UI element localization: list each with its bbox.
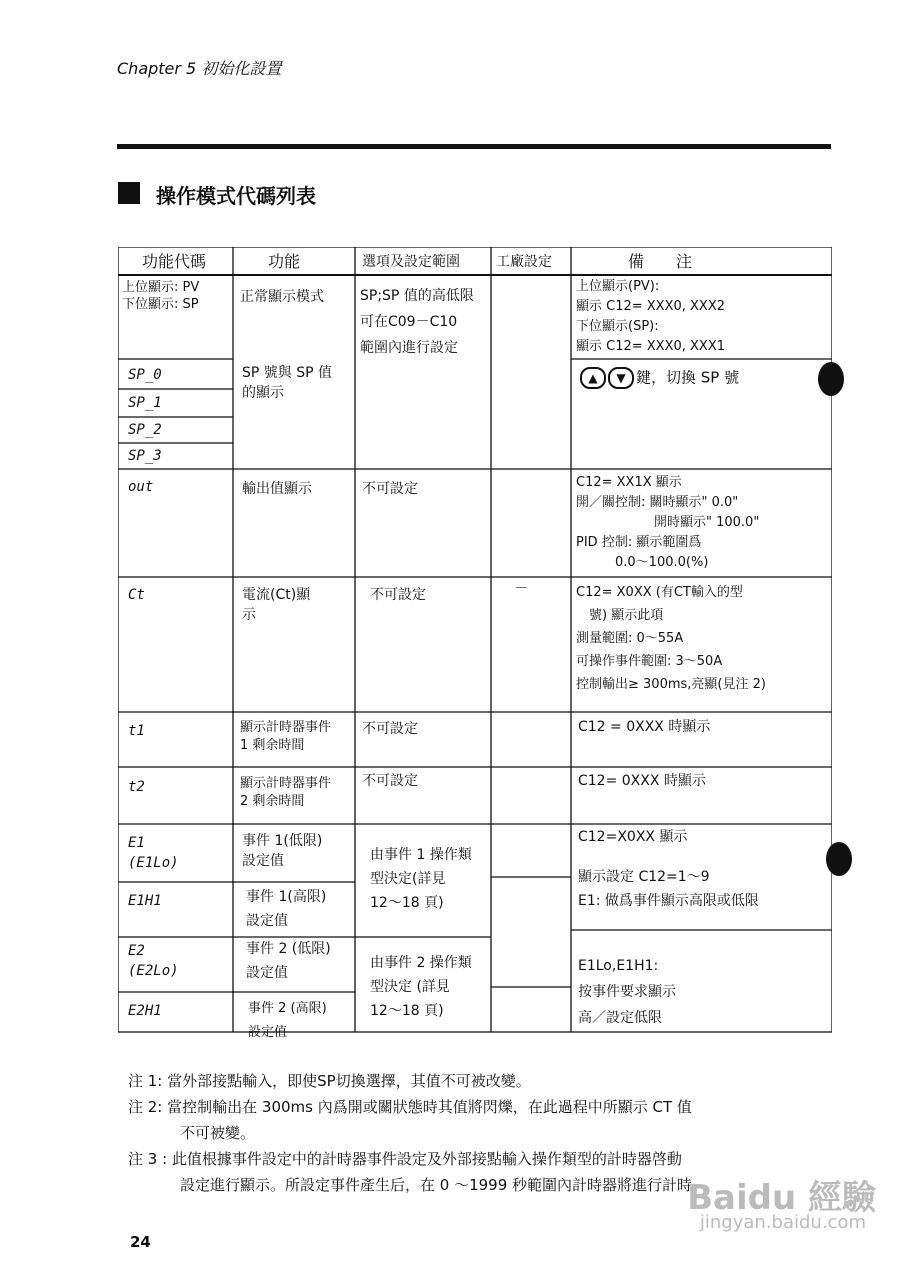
row2-code-sp0: SP_0: [128, 367, 162, 383]
row7-range: 由事件 1 操作類 型決定(詳見 12～18 頁): [370, 847, 472, 911]
row1-remarks: 上位顯示(PV): 顯示 C12= XXX0, XXX2 下位顯示(SP): 顯示 C12= XXX0, XXX1: [576, 279, 726, 354]
row5-code: t1: [128, 723, 145, 739]
row2-code-sp2: SP_2: [128, 422, 162, 438]
section-bullet: [118, 182, 140, 204]
operation-code-table: [118, 247, 832, 1047]
binder-hole: [826, 842, 852, 876]
row8-function: 事件 1(高限) 設定值: [246, 889, 327, 929]
note-3: 注 3 : 此值根據事件設定中的計時器事件設定及外部接點輸入操作類型的計時器啓動: [128, 1150, 682, 1168]
row2-remarks-text: 鍵，切換 SP 號: [636, 368, 740, 387]
row2-code-sp1: SP_1: [128, 395, 162, 411]
row1-code: 上位顯示: PV 下位顯示: SP: [122, 280, 200, 312]
row4-factory: －: [514, 581, 528, 597]
row6-remarks: C12= 0XXX 時顯示: [578, 773, 706, 789]
row3-code: out: [128, 479, 154, 495]
row1-function: 正常顯示模式: [240, 289, 324, 305]
row5-remarks: C12 = 0XXX 時顯示: [578, 719, 711, 735]
row6-function: 顯示計時器事件 2 剩余時間: [240, 776, 332, 809]
header-factory: 工廠設定: [496, 254, 552, 270]
note-2-cont: 不可被變。: [180, 1124, 256, 1142]
header-remarks: 備 注: [628, 252, 693, 271]
note-2: 注 2: 當控制輸出在 300ms 內爲開或關狀態時其值將閃爍，在此過程中所顯示 CT 值: [128, 1098, 692, 1116]
row4-range: 不可設定: [370, 587, 426, 603]
row7-code: E1 (E1Lo): [128, 835, 179, 871]
header-range: 選項及設定範圍: [362, 254, 460, 270]
row8-code: E1H1: [128, 893, 162, 909]
row6-code: t2: [128, 779, 145, 795]
row4-remarks: C12= X0XX (有CT輸入的型 號) 顯示此項 測量範圍: 0～55A 可操作事件範圍: 3～50A 控制輸出≥ 300ms,亮顯(見注 2): [576, 585, 766, 692]
row2-remarks: [580, 367, 739, 389]
up-key-icon: ▲: [580, 367, 606, 389]
header-function: 功能: [268, 252, 301, 271]
row10-code: E2H1: [128, 1003, 162, 1019]
binder-hole: [818, 362, 844, 396]
row1-range: SP;SP 值的高低限 可在C09－C10 範圍內進行設定: [360, 288, 474, 356]
row2-code-sp3: SP_3: [128, 448, 162, 464]
row8-remarks: 顯示設定 C12=1～9 E1: 做爲事件顯示高限或低限: [578, 869, 759, 909]
row9-remarks: E1Lo,E1H1: 按事件要求顯示 高／設定低限: [578, 958, 676, 1026]
watermark-url: jingyan.baidu.com: [699, 1212, 866, 1233]
row4-function: 電流(Ct)顯 示: [242, 587, 311, 623]
row9-range: 由事件 2 操作類 型決定 (詳見 12～18 頁): [370, 955, 472, 1019]
row2-function: SP 號與 SP 值 的顯示: [242, 365, 333, 401]
section-title: 操作模式代碼列表: [156, 184, 316, 208]
row3-remarks: C12= XX1X 顯示 開／關控制: 關時顯示" 0.0" 開時顯示" 100.0" PID 控制: 顯示範圍爲 0.0～100.0(%): [576, 475, 760, 570]
page-number: 24: [130, 1233, 151, 1251]
row3-range: 不可設定: [362, 481, 418, 497]
row7-remarks: C12=X0XX 顯示: [578, 829, 688, 845]
header-rule: [117, 144, 831, 149]
row5-function: 顯示計時器事件 1 剩余時間: [240, 720, 332, 753]
row9-code: E2 (E2Lo): [128, 943, 179, 979]
down-key-icon: ▼: [608, 367, 634, 389]
row5-range: 不可設定: [362, 721, 418, 737]
row4-code: Ct: [128, 587, 145, 603]
row6-range: 不可設定: [362, 773, 418, 789]
chapter-header: Chapter 5 初始化設置: [117, 59, 282, 78]
header-code: 功能代碼: [142, 252, 207, 271]
row9-function: 事件 2 (低限) 設定值: [246, 941, 331, 981]
row7-function: 事件 1(低限) 設定值: [242, 833, 323, 869]
watermark-logo: Baidu 經驗: [687, 1178, 876, 1218]
note-3-cont: 設定進行顯示。所設定事件產生后，在 0 ～1999 秒範圍內計時器將進行計時。: [180, 1176, 708, 1194]
row3-function: 輸出值顯示: [242, 481, 312, 497]
row10-function: 事件 2 (高限) 設定值: [248, 1001, 327, 1040]
note-1: 注 1: 當外部接點輸入，即使SP切換選擇，其值不可被改變。: [128, 1072, 531, 1090]
